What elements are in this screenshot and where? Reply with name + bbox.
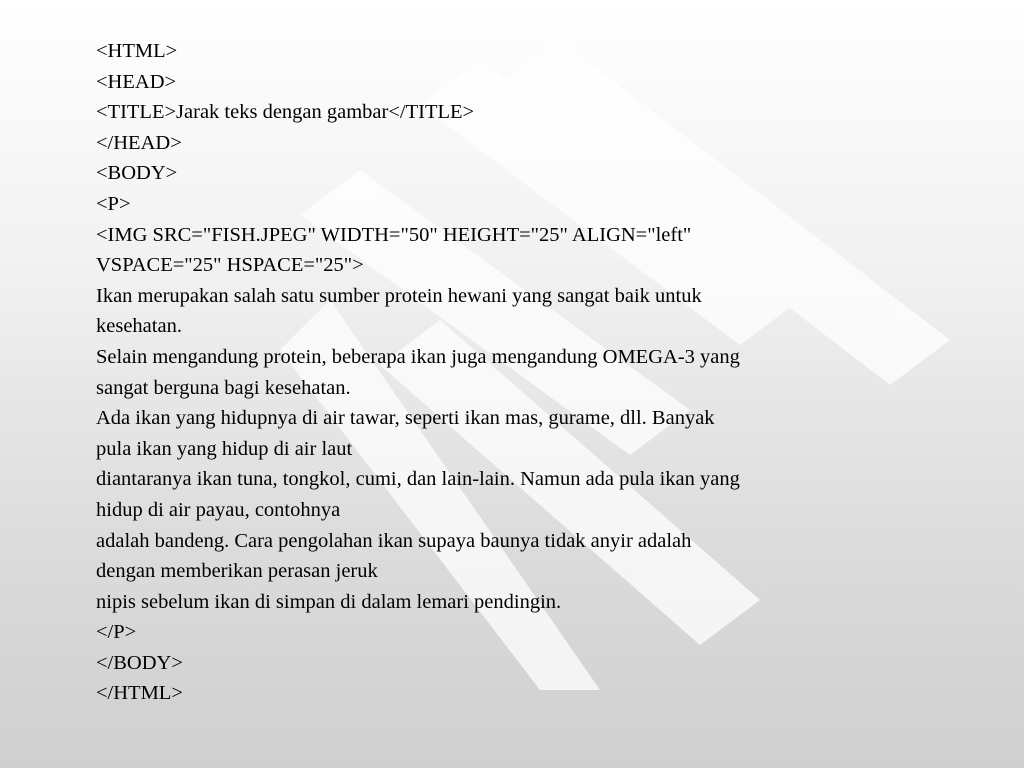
code-line-paragraph: adalah bandeng. Cara pengolahan ikan supaya baunya tidak anyir adalah (96, 529, 692, 552)
code-line-paragraph: sangat berguna bagi kesehatan. (96, 376, 351, 399)
code-line-paragraph: Selain mengandung protein, beberapa ikan juga mengandung OMEGA-3 yang (96, 345, 740, 368)
code-line-paragraph: pula ikan yang hidup di air laut (96, 437, 353, 460)
code-line-title: <TITLE>Jarak teks dengan gambar</TITLE> (96, 101, 475, 124)
code-line-paragraph: diantaranya ikan tuna, tongkol, cumi, dan lain-lain. Namun ada pula ikan yang (96, 468, 740, 491)
code-line-body-close: </BODY> (96, 651, 183, 674)
code-line-paragraph: nipis sebelum ikan di simpan di dalam lemari pendingin. (96, 590, 562, 613)
code-line-p-open: <P> (96, 192, 131, 215)
code-line-img-tag: <IMG SRC="FISH.JPEG" WIDTH="50" HEIGHT="25" ALIGN="left" (96, 223, 692, 246)
html-code-block (96, 36, 926, 709)
code-line-head-open: <HEAD> (96, 70, 177, 93)
code-line-head-close: </HEAD> (96, 131, 182, 154)
code-line-paragraph: hidup di air payau, contohnya (96, 498, 341, 521)
code-line-p-close: </P> (96, 621, 137, 644)
code-line-paragraph: dengan memberikan perasan jeruk (96, 560, 378, 583)
code-line-paragraph: Ikan merupakan salah satu sumber protein hewani yang sangat baik untuk (96, 284, 702, 307)
code-line-img-attrs: VSPACE="25" HSPACE="25"> (96, 254, 364, 277)
code-line-paragraph: kesehatan. (96, 315, 182, 338)
code-line-body-open: <BODY> (96, 162, 178, 185)
code-line-html-open: <HTML> (96, 40, 178, 62)
code-line-paragraph: Ada ikan yang hidupnya di air tawar, seperti ikan mas, gurame, dll. Banyak (96, 407, 715, 430)
code-line-html-close: </HTML> (96, 682, 183, 705)
